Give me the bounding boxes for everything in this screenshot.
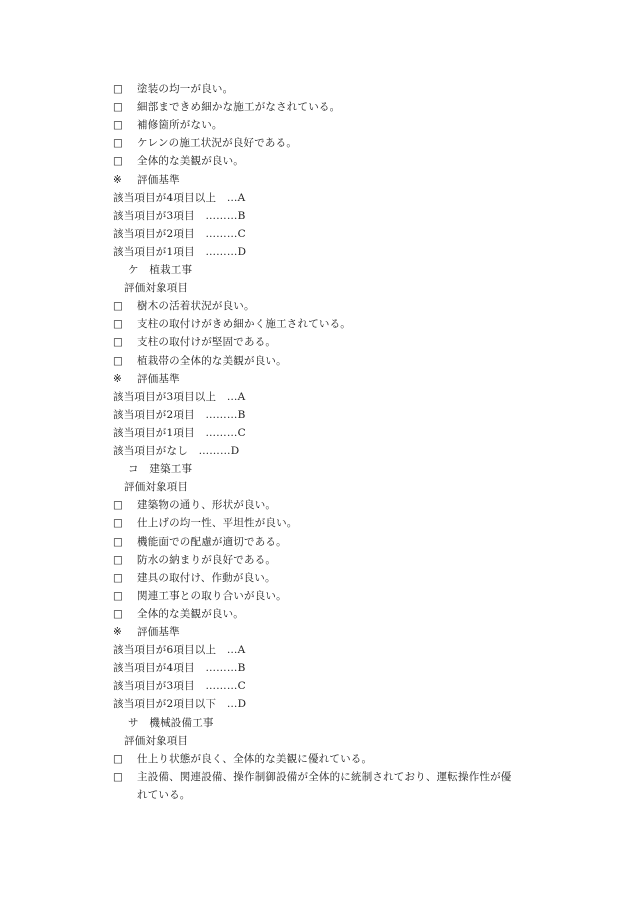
wrapped-text-line: れている。 — [137, 788, 191, 801]
section-heading: ケ 植栽工事 — [128, 264, 193, 276]
checkbox-mark: □ — [113, 155, 124, 168]
criteria-line: 該当項目が4項目以上 …A — [113, 191, 246, 204]
item-text: 主設備、関連設備、操作制御設備が全体的に統制されており、運転操作性が優 — [137, 770, 512, 783]
checkbox-mark: □ — [113, 354, 124, 367]
item-text: 植栽帯の全体的な美観が良い。 — [137, 354, 287, 367]
criteria-line: 該当項目が3項目 ………C — [113, 680, 246, 693]
checklist-item — [113, 571, 276, 585]
item-text: 塗装の均一が良い。 — [137, 83, 234, 95]
checklist-item — [113, 589, 287, 603]
evaluation-items-heading: 評価対象項目 — [124, 734, 189, 747]
checkbox-mark: □ — [113, 752, 124, 765]
checklist-item — [113, 770, 512, 784]
checklist-item — [113, 354, 287, 368]
evaluation-items-heading: 評価対象項目 — [124, 282, 189, 295]
item-text: 樹木の活着状況が良い。 — [137, 300, 255, 313]
criteria-line: 該当項目が1項目 ………C — [113, 426, 246, 439]
criteria-line: 該当項目が2項目 ………C — [113, 227, 246, 240]
item-text: 建築物の通り、形状が良い。 — [137, 499, 277, 512]
item-text: 機能面での配慮が適切である。 — [137, 535, 287, 548]
section-heading: サ 機械設備工事 — [128, 716, 214, 729]
checklist-item — [113, 752, 372, 766]
criteria-line: 該当項目が1項目 ………D — [113, 245, 247, 258]
checklist-item — [113, 553, 276, 567]
checkbox-mark: □ — [113, 517, 124, 530]
criteria-line: 該当項目が3項目 ………B — [113, 209, 246, 222]
checkbox-mark: □ — [113, 571, 124, 584]
checkbox-mark: □ — [113, 607, 124, 620]
checklist-item — [113, 498, 276, 512]
item-text: 評価基準 — [137, 372, 180, 385]
note-mark: ※ — [113, 173, 122, 186]
criteria-line: 該当項目が2項目 ………B — [113, 408, 246, 421]
criteria-line: 該当項目が4項目 ………B — [113, 662, 246, 675]
criteria-line: 該当項目が3項目以上 …A — [113, 390, 246, 403]
item-text: 全体的な美観が良い。 — [137, 607, 244, 620]
checklist-item — [113, 100, 340, 114]
item-text: 細部まできめ細かな施工がなされている。 — [137, 101, 341, 114]
item-text: 評価基準 — [137, 173, 180, 186]
note-mark: ※ — [113, 372, 122, 385]
criteria-line: 該当項目がなし ………D — [113, 445, 240, 457]
checklist-item — [113, 82, 233, 96]
checkbox-mark: □ — [113, 589, 124, 602]
criteria-heading — [113, 173, 180, 187]
checkbox-mark: □ — [113, 83, 124, 95]
criteria-heading — [113, 372, 180, 386]
item-text: 仕上り状態が良く、全体的な美観に優れている。 — [137, 752, 373, 765]
checkbox-mark: □ — [113, 553, 124, 566]
item-text: 支柱の取付けが堅固である。 — [137, 336, 277, 349]
checklist-item — [113, 335, 276, 349]
section-heading: コ 建築工事 — [128, 463, 193, 476]
item-text: 全体的な美観が良い。 — [137, 155, 244, 168]
item-text: 建具の取付け、作動が良い。 — [137, 571, 276, 584]
checkbox-mark: □ — [113, 318, 124, 331]
checklist-item — [113, 607, 244, 621]
checkbox-mark: □ — [113, 119, 124, 132]
checklist-item — [113, 516, 298, 530]
checklist-item — [113, 136, 297, 150]
item-text: ケレンの施工状況が良好である。 — [137, 137, 298, 150]
checkbox-mark: □ — [113, 300, 124, 313]
item-text: 評価基準 — [137, 626, 180, 638]
checkbox-mark: □ — [113, 770, 124, 783]
checkbox-mark: □ — [113, 336, 124, 349]
checkbox-mark: □ — [113, 137, 124, 150]
item-text: 支柱の取付けがきめ細かく施工されている。 — [137, 318, 351, 331]
checklist-item — [113, 118, 223, 132]
checklist-item — [113, 154, 244, 168]
checkbox-mark: □ — [113, 499, 124, 512]
checkbox-mark: □ — [113, 535, 124, 548]
checklist-item — [113, 317, 351, 331]
item-text: 仕上げの均一性、平坦性が良い。 — [137, 517, 298, 530]
item-text: 補修箇所がない。 — [137, 119, 223, 132]
item-text: 関連工事との取り合いが良い。 — [137, 589, 287, 602]
criteria-line: 該当項目が6項目以上 …A — [113, 644, 246, 657]
checklist-item — [113, 535, 287, 549]
criteria-heading — [113, 625, 180, 639]
checklist-item — [113, 299, 255, 313]
criteria-line: 該当項目が2項目以下 …D — [113, 698, 247, 711]
note-mark: ※ — [113, 626, 122, 638]
item-text: 防水の納まりが良好である。 — [137, 553, 277, 566]
evaluation-items-heading: 評価対象項目 — [124, 481, 189, 494]
checkbox-mark: □ — [113, 101, 124, 114]
